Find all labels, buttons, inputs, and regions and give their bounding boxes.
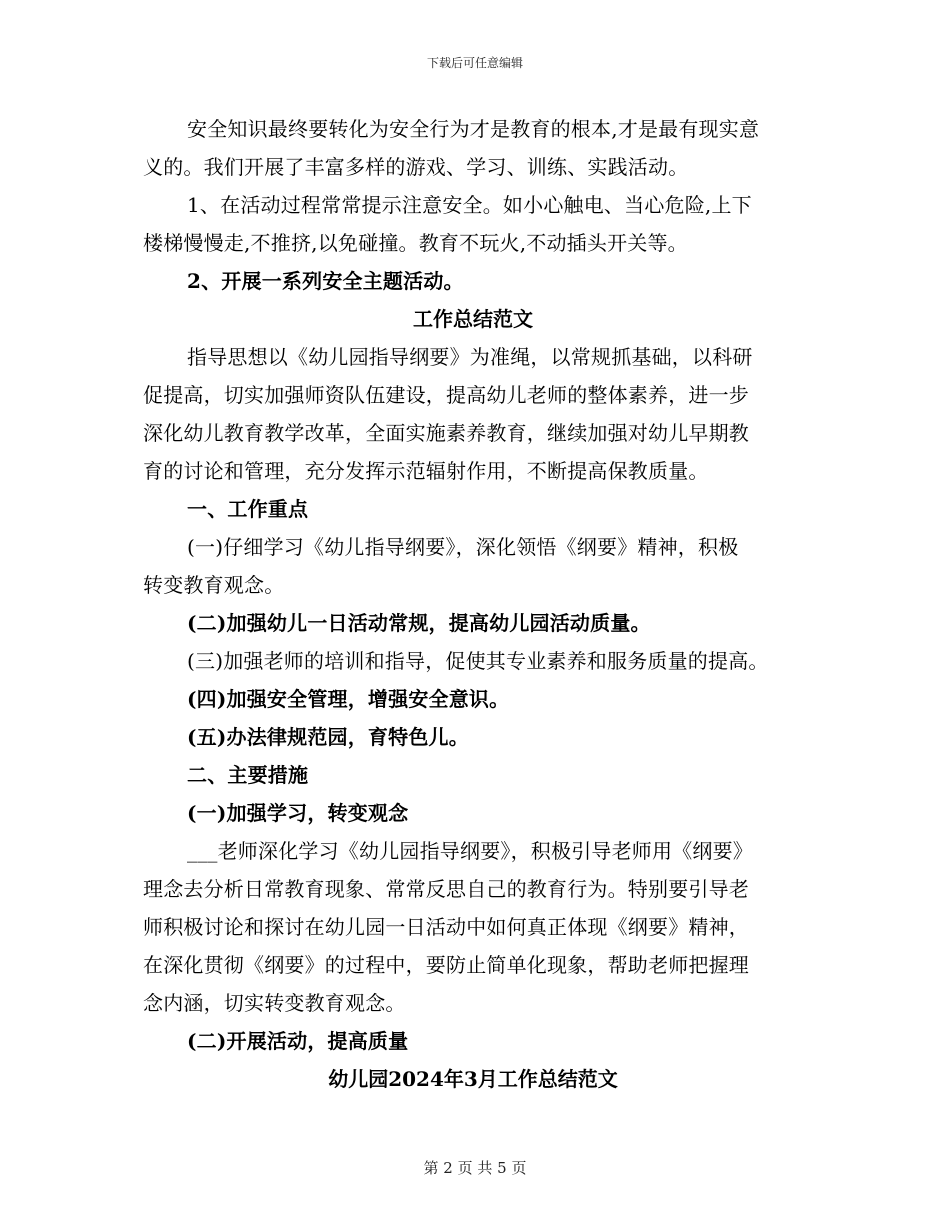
paragraph-line: ___老师深化学习《幼儿园指导纲要》，积极引导老师用《纲要》 (187, 839, 753, 863)
paragraph-line: (四)加强安全管理，增强安全意识。 (187, 687, 510, 711)
paragraph-line: 在深化贯彻《纲要》的过程中，要防止简单化现象，帮助老师把握理 (143, 953, 749, 977)
subsection-heading: (二)开展活动，提高质量 (187, 1029, 409, 1053)
subsection-heading: (一)加强学习，转变观念 (187, 801, 409, 825)
page-header: 下载后可任意编辑 (426, 56, 523, 70)
paragraph-line: 促提高，切实加强师资队伍建设，提高幼儿老师的整体素养，进一步 (143, 383, 749, 407)
paragraph-line: 1、在活动过程常常提示注意安全。如小心触电、当心危险,上下 (187, 193, 752, 217)
section-title: 幼儿园2024年3月工作总结范文 (328, 1067, 618, 1091)
paragraph-line: 2、开展一系列安全主题活动。 (187, 269, 464, 293)
paragraph-line: 理念去分析日常教育现象、常常反思自己的教育行为。特别要引导老 (143, 877, 749, 901)
section-heading: 二、主要措施 (187, 763, 309, 787)
paragraph-line: 育的讨论和管理，充分发挥示范辐射作用，不断提高保教质量。 (143, 459, 709, 483)
paragraph-line: 指导思想以《幼儿园指导纲要》为准绳，以常规抓基础，以科研 (187, 345, 753, 369)
section-heading: 一、工作重点 (187, 497, 309, 521)
paragraph-line: 转变教育观念。 (143, 573, 285, 597)
section-title: 工作总结范文 (413, 307, 533, 331)
paragraph-line: 师积极讨论和探讨在幼儿园一日活动中如何真正体现《纲要》精神， (143, 915, 749, 939)
paragraph-line: (二)加强幼儿一日活动常规，提高幼儿园活动质量。 (187, 611, 651, 635)
paragraph-line: 安全知识最终要转化为安全行为才是教育的根本,才是最有现实意 (187, 117, 760, 141)
page-footer: 第 2 页 共 5 页 (423, 1159, 527, 1177)
paragraph-line: 义的。我们开展了丰富多样的游戏、学习、训练、实践活动。 (143, 155, 689, 179)
paragraph-line: (三)加强老师的培训和指导，促使其专业素养和服务质量的提高。 (187, 649, 769, 673)
paragraph-line: (五)办法律规范园，育特色儿。 (187, 725, 469, 749)
paragraph-line: (一)仔细学习《幼儿指导纲要》，深化领悟《纲要》精神，积极 (187, 535, 739, 559)
paragraph-line: 楼梯慢慢走,不推挤,以免碰撞。教育不玩火,不动插头开关等。 (143, 231, 688, 255)
paragraph-line: 念内涵，切实转变教育观念。 (143, 991, 406, 1015)
paragraph-line: 深化幼儿教育教学改革，全面实施素养教育，继续加强对幼儿早期教 (143, 421, 749, 445)
document-body (143, 110, 803, 1098)
